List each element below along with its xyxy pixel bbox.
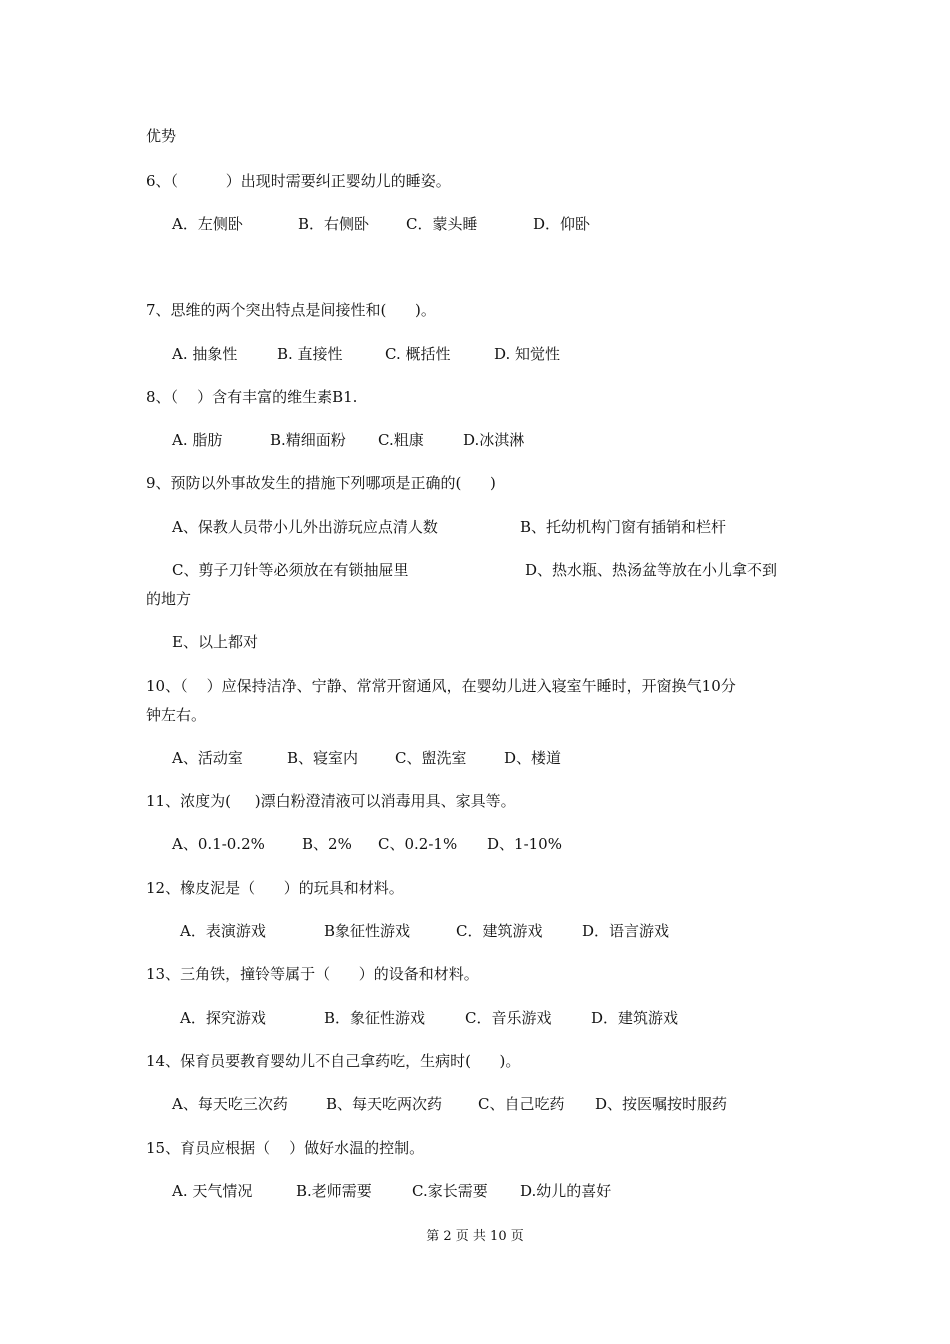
continuation-text: 优势 (146, 127, 177, 145)
question-13-option-c: C．音乐游戏 (465, 1009, 552, 1027)
question-15-option-a: A. 天气情况 (172, 1182, 253, 1200)
question-8-option-d: D.冰淇淋 (463, 431, 525, 449)
question-8-option-a: A. 脂肪 (172, 431, 223, 449)
question-8-option-b: B.精细面粉 (270, 431, 346, 449)
question-11-option-d: D、1-10% (487, 835, 562, 853)
question-11-option-c: C、0.2-1% (378, 835, 458, 853)
question-6-option-a: A．左侧卧 (172, 215, 243, 233)
question-10-option-b: B、寝室内 (287, 749, 359, 767)
question-8-option-c: C.粗康 (378, 431, 424, 449)
question-14-option-c: C、自己吃药 (478, 1095, 565, 1113)
question-11-stem: 11、浓度为( )漂白粉澄清液可以消毒用具、家具等。 (146, 792, 516, 810)
question-13-option-d: D．建筑游戏 (591, 1009, 679, 1027)
question-6-option-c: C．蒙头睡 (406, 215, 478, 233)
question-9-stem: 9、预防以外事故发生的措施下列哪项是正确的( ) (146, 474, 496, 492)
question-9-option-a: A、保教人员带小儿外出游玩应点清人数 (172, 518, 438, 536)
question-12-option-c: C．建筑游戏 (456, 922, 543, 940)
question-10-option-c: C、盥洗室 (395, 749, 467, 767)
question-7-stem: 7、思维的两个突出特点是间接性和( )。 (146, 301, 436, 319)
question-14-option-a: A、每天吃三次药 (172, 1095, 288, 1113)
question-15-option-d: D.幼儿的喜好 (520, 1182, 612, 1200)
question-10-stem: 10、（ ）应保持洁净、宁静、常常开窗通风，在婴幼儿进入寝室午睡时，开窗换气10分 (146, 677, 736, 695)
question-11-option-b: B、2% (302, 835, 352, 853)
page-footer: 第 2 页 共 10 页 (426, 1229, 524, 1244)
question-9-option-c: C、剪子刀针等必须放在有锁抽屉里 (172, 561, 409, 579)
question-13-option-b: B．象征性游戏 (324, 1009, 426, 1027)
question-11-option-a: A、0.1-0.2% (172, 835, 265, 853)
question-12-option-b: B象征性游戏 (324, 922, 411, 940)
question-9-option-d: D、热水瓶、热汤盆等放在小儿拿不到 (525, 561, 778, 579)
question-6-stem: 6、（ ）出现时需要纠正婴幼儿的睡姿。 (146, 172, 451, 190)
question-9-option-e: E、以上都对 (172, 633, 258, 651)
question-7-option-b: B. 直接性 (277, 345, 343, 363)
question-13-stem: 13、三角铁，撞铃等属于（ ）的设备和材料。 (146, 965, 479, 983)
question-14-stem: 14、保育员要教育婴幼儿不自己拿药吃，生病时( )。 (146, 1052, 521, 1070)
question-6-option-b: B．右侧卧 (298, 215, 370, 233)
question-7-option-c: C. 概括性 (385, 345, 451, 363)
question-7-option-d: D. 知觉性 (494, 345, 561, 363)
question-6-option-d: D．仰卧 (533, 215, 591, 233)
question-15-option-c: C.家长需要 (412, 1182, 488, 1200)
question-12-stem: 12、橡皮泥是（ ）的玩具和材料。 (146, 879, 404, 897)
question-13-option-a: A．探究游戏 (180, 1009, 266, 1027)
question-10-stem-continued: 钟左右。 (146, 706, 207, 724)
question-15-option-b: B.老师需要 (296, 1182, 372, 1200)
question-7-option-a: A. 抽象性 (172, 345, 238, 363)
question-9-option-b: B、托幼机构门窗有插销和栏杆 (520, 518, 727, 536)
question-12-option-a: A．表演游戏 (180, 922, 266, 940)
question-10-option-d: D、楼道 (504, 749, 562, 767)
question-8-stem: 8、（ ）含有丰富的维生素B1. (146, 388, 358, 406)
question-10-option-a: A、活动室 (172, 749, 243, 767)
question-14-option-d: D、按医嘱按时服药 (595, 1095, 728, 1113)
question-14-option-b: B、每天吃两次药 (326, 1095, 443, 1113)
question-15-stem: 15、育员应根据（ ）做好水温的控制。 (146, 1139, 425, 1157)
question-12-option-d: D．语言游戏 (582, 922, 670, 940)
question-9-option-d-continued: 的地方 (146, 590, 192, 608)
